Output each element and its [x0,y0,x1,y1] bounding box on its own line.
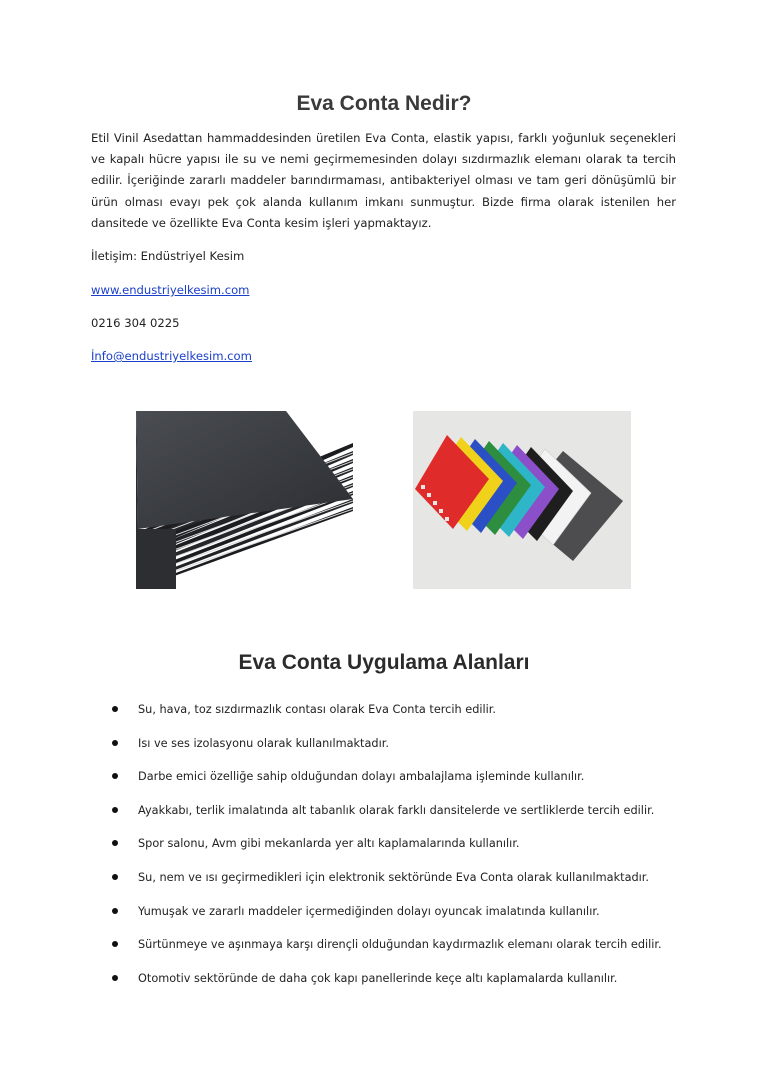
eva-sheets-illustration [136,411,353,589]
bullet-icon [112,874,118,880]
bullet-icon [112,908,118,914]
email-link[interactable]: İnfo@endustriyelkesim.com [91,349,252,363]
bullet-icon [112,706,118,712]
page-title: Eva Conta Nedir? [296,92,472,115]
contact-label: İletişim: Endüstriyel Kesim [91,249,245,263]
list-item: Yumuşak ve zararlı maddeler içermediğinden dolayı oyuncak imalatında kullanılır. [112,902,712,936]
section-title: Eva Conta Uygulama Alanları [238,651,530,674]
list-item: Spor salonu, Avm gibi mekanlarda yer altı kaplamalarında kullanılır. [112,834,712,868]
list-item: Su, nem ve ısı geçirmedikleri için elektronik sektöründe Eva Conta olarak kullanılmaktadır. [112,868,712,902]
intro-paragraph: Etil Vinil Asedattan hammaddesinden üretilen Eva Conta, elastik yapısı, farklı yoğunluk seçenekleri ve kapalı hücre yapısı ile su ve nemi geçirmemesinden dolayı sızdırmazlık elemanı olarak ta tercih edilir. İçeriğinde zararlı maddeler barındırmaması, antibakteriyel olması ve tam geri dönüşümlü bir ürün olması evayı pek çok alanda kullanım imkanı sunmuştur. Bizde firma olarak istenilen her dansitede ve özellikte Eva Conta kesim işleri yapmaktayız. [91,131,676,230]
bullet-icon [112,740,118,746]
eva-sheets-image [136,411,353,589]
list-item: Sürtünmeye ve aşınmaya karşı dirençli olduğundan kaydırmazlık elemanı olarak tercih edilir. [112,935,712,969]
bullet-icon [112,840,118,846]
bullet-icon [112,773,118,779]
bullet-icon [112,975,118,981]
eva-mats-image [413,411,631,589]
applications-list [112,700,712,1002]
list-item: Otomotiv sektöründe de daha çok kapı panellerinde keçe altı kaplamalarda kullanılır. [112,969,712,1003]
bullet-icon [112,941,118,947]
top-sheet [136,411,353,529]
phone-number: 0216 304 0225 [91,316,180,330]
list-item: Isı ve ses izolasyonu olarak kullanılmaktadır. [112,734,712,768]
list-item: Su, hava, toz sızdırmazlık contası olarak Eva Conta tercih edilir. [112,700,712,734]
list-item: Darbe emici özelliğe sahip olduğundan dolayı ambalajlama işleminde kullanılır. [112,767,712,801]
list-item: Ayakkabı, terlik imalatında alt tabanlık olarak farklı dansitelerde ve sertliklerde tercih edilir. [112,801,712,835]
bullet-icon [112,807,118,813]
website-link[interactable]: www.endustriyelkesim.com [91,283,250,297]
eva-mats-illustration [413,411,631,589]
